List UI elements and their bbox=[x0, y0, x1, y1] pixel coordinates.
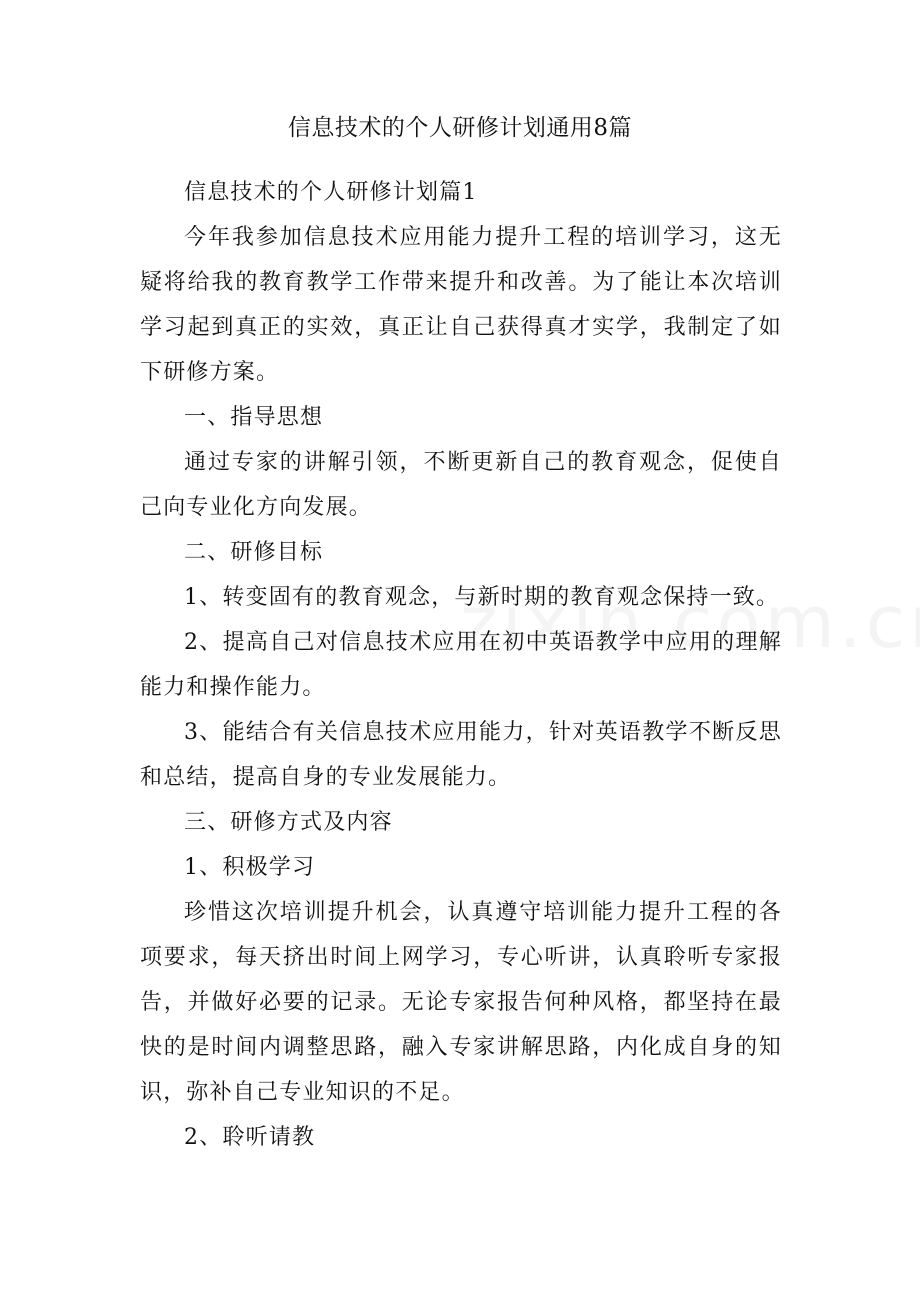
list-item: 3、能结合有关信息技术应用能力，针对英语教学不断反思和总结，提高自身的专业发展能力。 bbox=[140, 720, 782, 790]
paragraph: 珍惜这次培训提升机会，认真遵守培训能力提升工程的各项要求，每天挤出时间上网学习，专心听讲，认真聆听专家报告，并做好必要的记录。无论专家报告何种风格，都坚持在最快的是时间内调整思路，融入专家讲解思路，内化成自身的知识，弥补自己专业知识的不足。 bbox=[140, 900, 782, 1105]
section-heading: 三、研修方式及内容 bbox=[184, 810, 393, 835]
section-heading: 一、指导思想 bbox=[184, 405, 324, 430]
document-title: 信息技术的个人研修计划通用8篇 bbox=[287, 115, 633, 141]
section-heading: 二、研修目标 bbox=[184, 540, 324, 565]
document-body bbox=[140, 170, 782, 1160]
paragraph: 通过专家的讲解引领，不断更新自己的教育观念，促使自己向专业化方向发展。 bbox=[140, 450, 782, 520]
subsection-heading: 2、聆听请教 bbox=[184, 1125, 316, 1150]
list-item: 1、转变固有的教育观念，与新时期的教育观念保持一致。 bbox=[184, 585, 780, 610]
subsection-heading: 1、积极学习 bbox=[184, 855, 316, 880]
section-heading: 信息技术的个人研修计划篇1 bbox=[184, 180, 478, 205]
paragraph: 今年我参加信息技术应用能力提升工程的培训学习，这无疑将给我的教育教学工作带来提升和改善。为了能让本次培训学习起到真正的实效，真正让自己获得真才实学，我制定了如下研修方案。 bbox=[140, 225, 782, 385]
list-item: 2、提高自己对信息技术应用在初中英语教学中应用的理解能力和操作能力。 bbox=[140, 630, 782, 700]
